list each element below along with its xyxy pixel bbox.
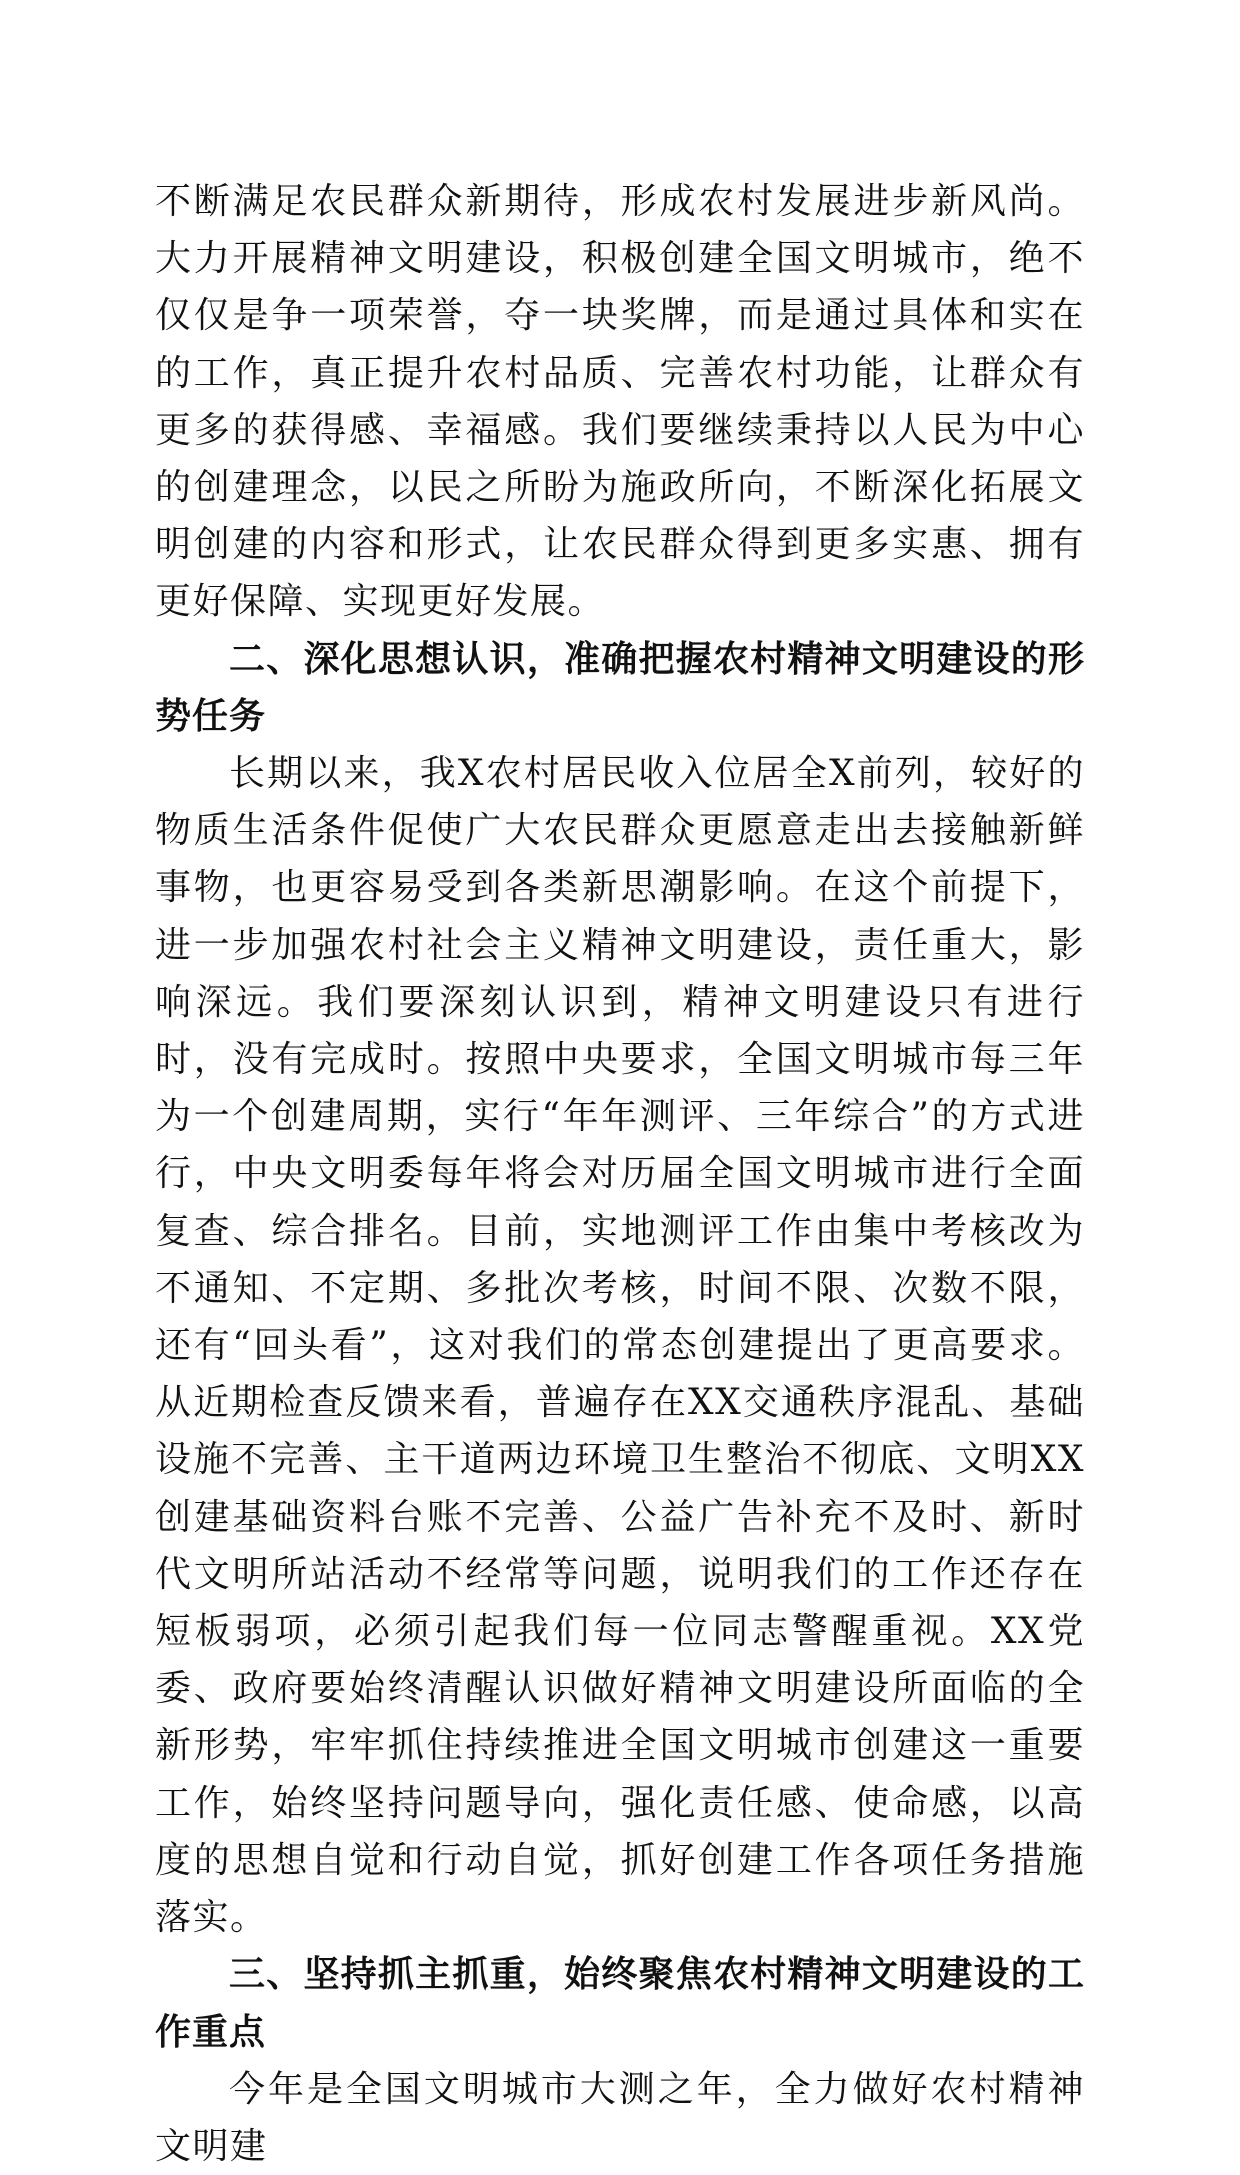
paragraph-continuation: 不断满足农民群众新期待，形成农村发展进步新风尚。大力开展精神文明建设，积极创建全国文明城市，绝不仅仅是争一项荣誉，夺一块奖牌，而是通过具体和实在的工作，真正提升农村品质、完善农村功能，让群众有更多的获得感、幸福感。我们要继续秉持以人民为中心的创建理念，以民之所盼为施政所向，不断深化拓展文明创建的内容和形式，让农民群众得到更多实惠、拥有更好保障、实现更好发展。 <box>155 181 1085 623</box>
document-body <box>155 173 1085 2175</box>
section-heading-2: 二、深化思想认识，准确把握农村精神文明建设的形势任务 <box>155 638 1085 737</box>
section-heading-3: 三、坚持抓主抓重，始终聚焦农村精神文明建设的工作重点 <box>155 1954 1085 2053</box>
paragraph-section-2: 长期以来，我X农村居民收入位居全X前列，较好的物质生活条件促使广大农民群众更愿意走出去接触新鲜事物，也更容易受到各类新思潮影响。在这个前提下，进一步加强农村社会主义精神文明建设，责任重大，影响深远。我们要深刻认识到，精神文明建设只有进行时，没有完成时。按照中央要求，全国文明城市每三年为一个创建周期，实行“年年测评、三年综合”的方式进行，中央文明委每年将会对历届全国文明城市进行全面复查、综合排名。目前，实地测评工作由集中考核改为不通知、不定期、多批次考核，时间不限、次数不限，还有“回头看”，这对我们的常态创建提出了更高要求。从近期检查反馈来看，普遍存在XX交通秩序混乱、基础设施不完善、主干道两边环境卫生整治不彻底、文明XX创建基础资料台账不完善、公益广告补充不及时、新时代文明所站活动不经常等问题，说明我们的工作还存在短板弱项，必须引起我们每一位同志警醒重视。XX党委、政府要始终清醒认识做好精神文明建设所面临的全新形势，牢牢抓住持续推进全国文明城市创建这一重要工作，始终坚持问题导向，强化责任感、使命感，以高度的思想自觉和行动自觉，抓好创建工作各项任务措施落实。 <box>155 753 1085 1939</box>
paragraph-section-3: 今年是全国文明城市大测之年，全力做好农村精神文明建 <box>155 2068 1085 2167</box>
